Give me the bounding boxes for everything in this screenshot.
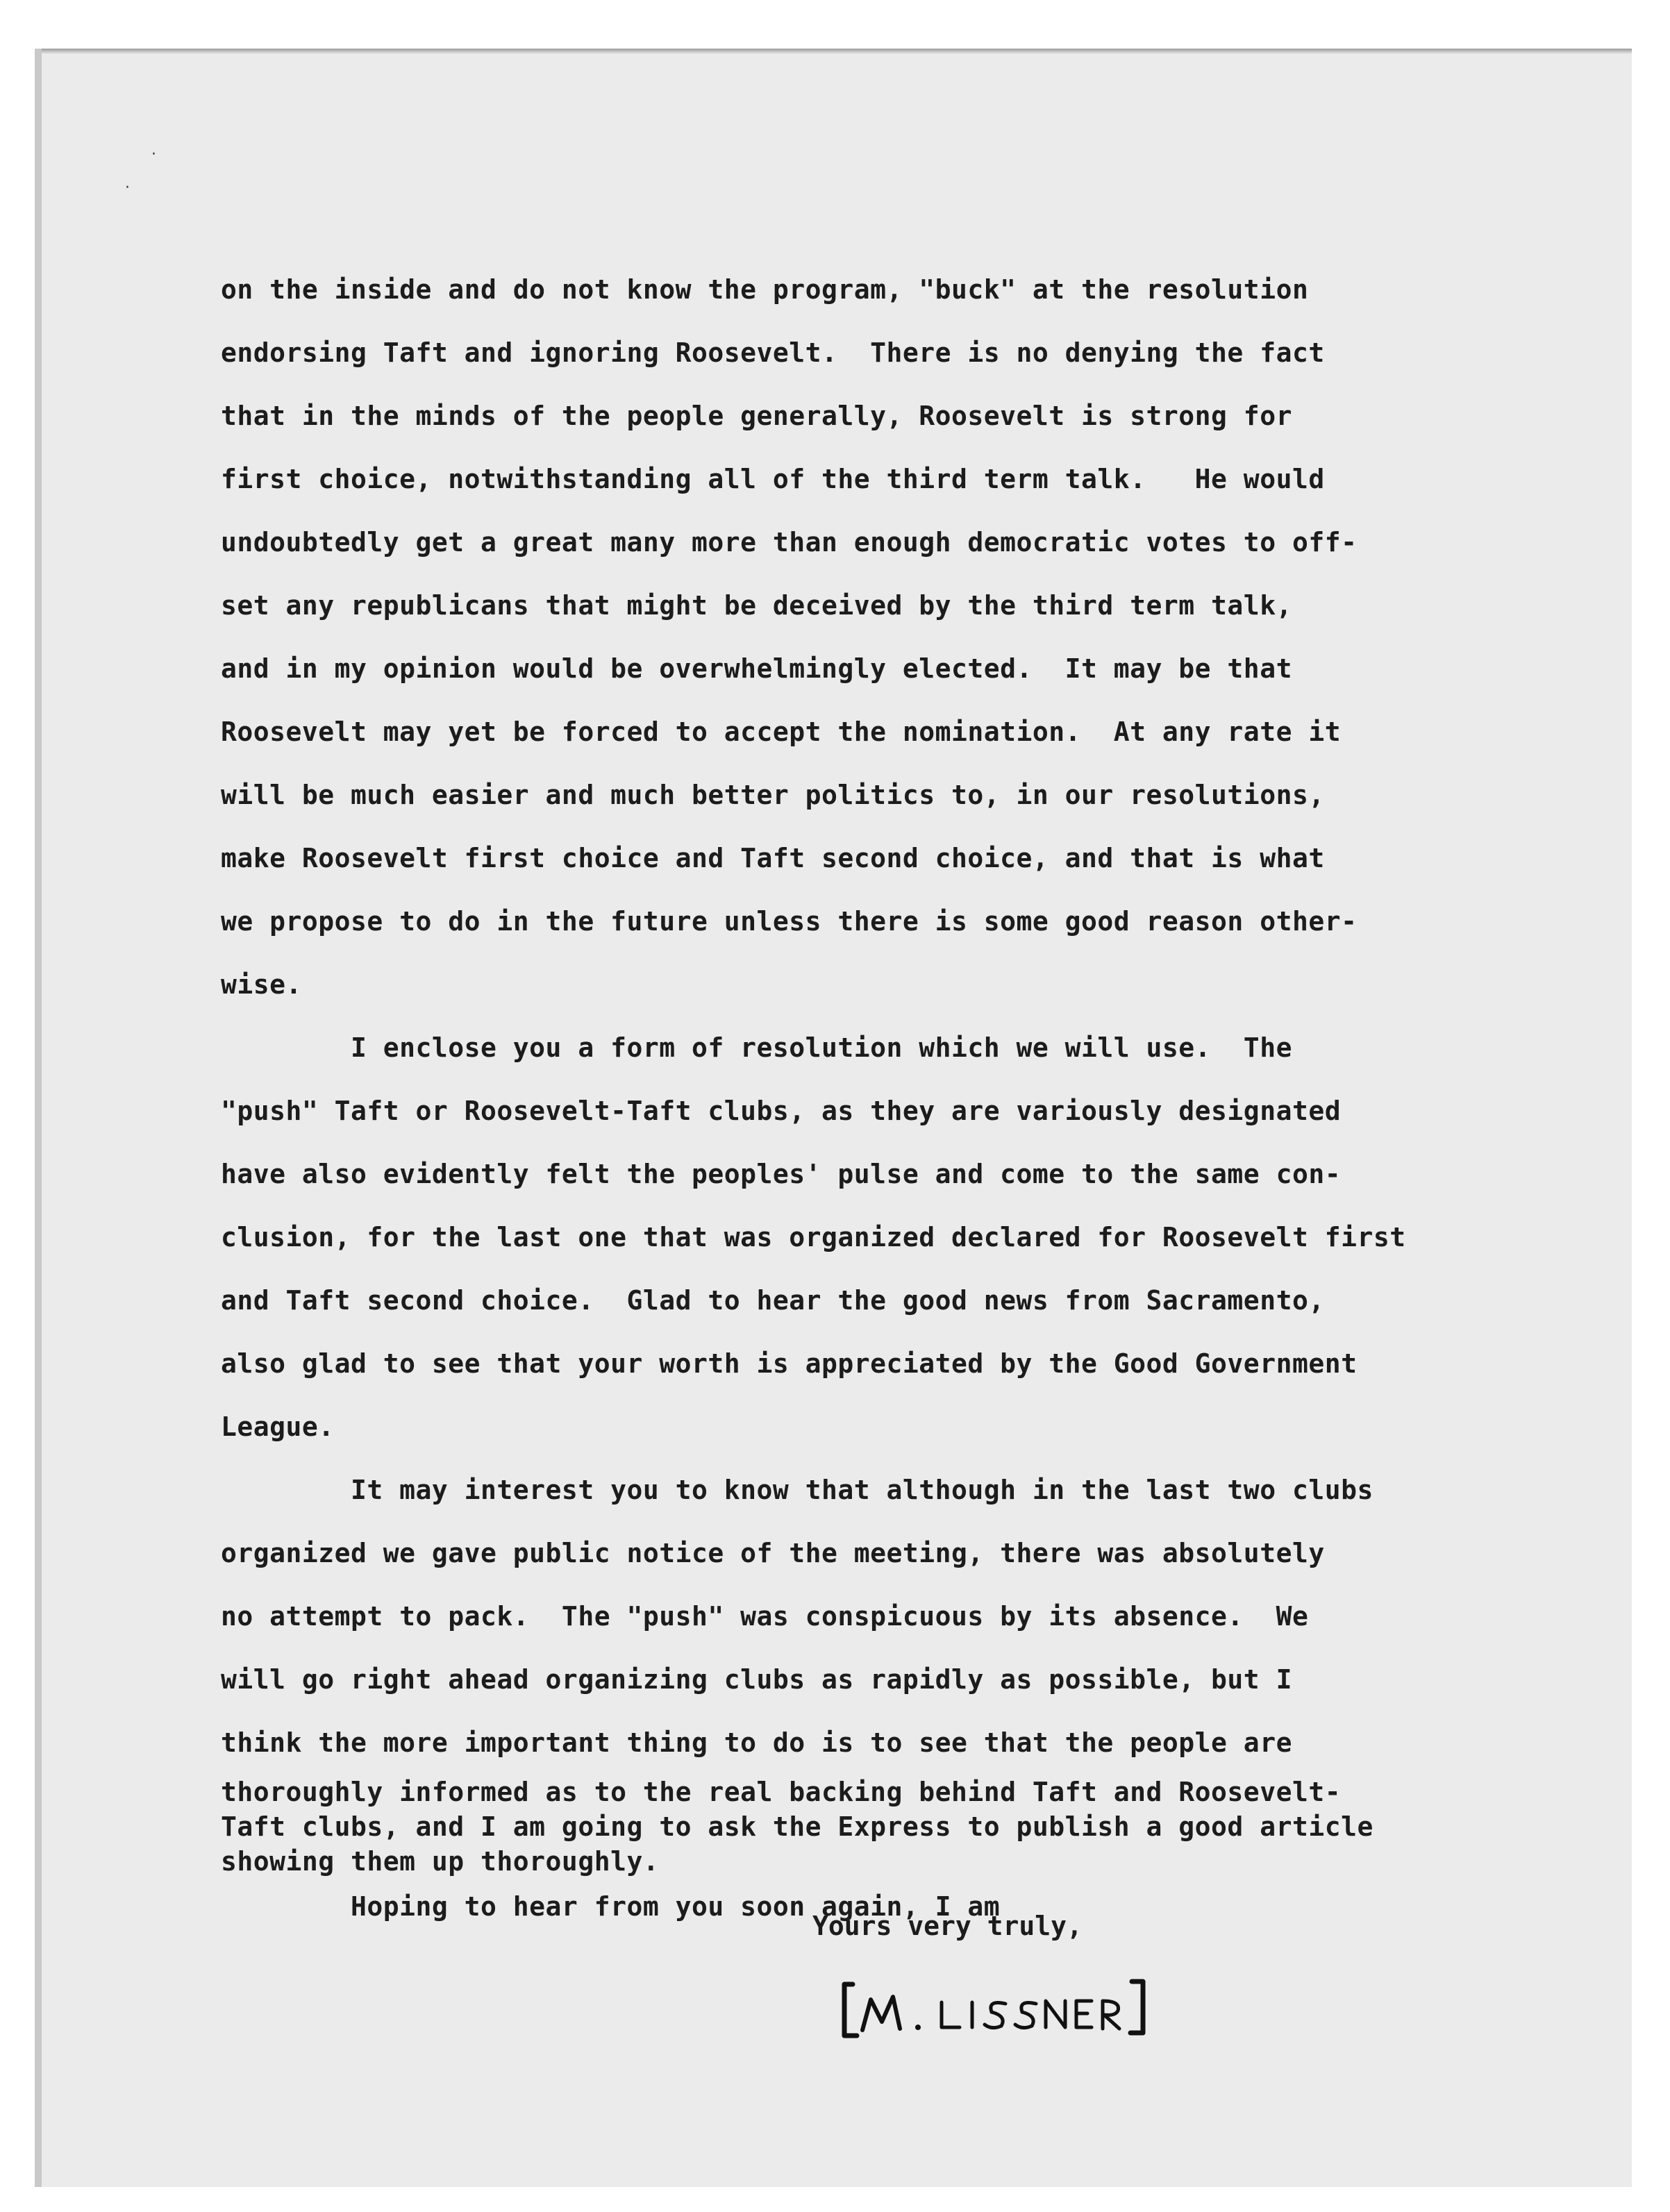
- letter-line: on the inside and do not know the program, "buck" at the resolution: [221, 274, 1309, 305]
- letter-line: clusion, for the last one that was organized declared for Roosevelt first: [221, 1222, 1406, 1252]
- letter-line: and in my opinion would be overwhelmingly elected. It may be that: [221, 653, 1292, 684]
- letter-line: have also evidently felt the peoples' pulse and come to the same con-: [221, 1159, 1342, 1189]
- letter-line: endorsing Taft and ignoring Roosevelt. There is no denying the fact: [221, 337, 1325, 368]
- letter-line: undoubtedly get a great many more than enough democratic votes to off-: [221, 527, 1358, 558]
- letter-line: I enclose you a form of resolution which we will use. The: [221, 1032, 1292, 1063]
- letter-body: [221, 258, 1575, 1934]
- letter-line: think the more important thing to do is to see that the people are: [221, 1727, 1292, 1758]
- letter-line: that in the minds of the people generally, Roosevelt is strong for: [221, 401, 1292, 431]
- letter-line: "push" Taft or Roosevelt-Taft clubs, as they are variously designated: [221, 1096, 1342, 1126]
- letter-line: It may interest you to know that although in the last two clubs: [221, 1475, 1373, 1505]
- handwritten-signature: [833, 1972, 1194, 2048]
- letter-line: make Roosevelt first choice and Taft second choice, and that is what: [221, 843, 1325, 873]
- letter-line: and Taft second choice. Glad to hear the good news from Sacramento,: [221, 1285, 1325, 1316]
- letter-line: Taft clubs, and I am going to ask the Express to publish a good article: [221, 1811, 1373, 1842]
- letter-line: set any republicans that might be deceived by the third term talk,: [221, 590, 1292, 621]
- stray-mark: ·: [151, 146, 156, 163]
- letter-line: first choice, notwithstanding all of the third term talk. He would: [221, 464, 1325, 494]
- letter-line: we propose to do in the future unless there is some good reason other-: [221, 906, 1358, 937]
- stray-mark: ·: [125, 179, 130, 196]
- letter-line: League.: [221, 1411, 335, 1442]
- letter-line: showing them up thoroughly.: [221, 1846, 660, 1877]
- letter-line: also glad to see that your worth is appreciated by the Good Government: [221, 1348, 1358, 1379]
- letter-line: Roosevelt may yet be forced to accept the nomination. At any rate it: [221, 717, 1342, 747]
- letter-line: Hoping to hear from you soon again, I am: [221, 1891, 1001, 1922]
- letter-line: thoroughly informed as to the real backing behind Taft and Roosevelt-: [221, 1777, 1342, 1807]
- closing-salutation: Yours very truly,: [812, 1911, 1083, 1941]
- letter-line: wise.: [221, 969, 302, 1000]
- letter-line: will go right ahead organizing clubs as rapidly as possible, but I: [221, 1664, 1292, 1695]
- letter-line: organized we gave public notice of the meeting, there was absolutely: [221, 1538, 1325, 1568]
- letter-line: no attempt to pack. The "push" was conspicuous by its absence. We: [221, 1601, 1309, 1632]
- letter-line: will be much easier and much better politics to, in our resolutions,: [221, 780, 1325, 810]
